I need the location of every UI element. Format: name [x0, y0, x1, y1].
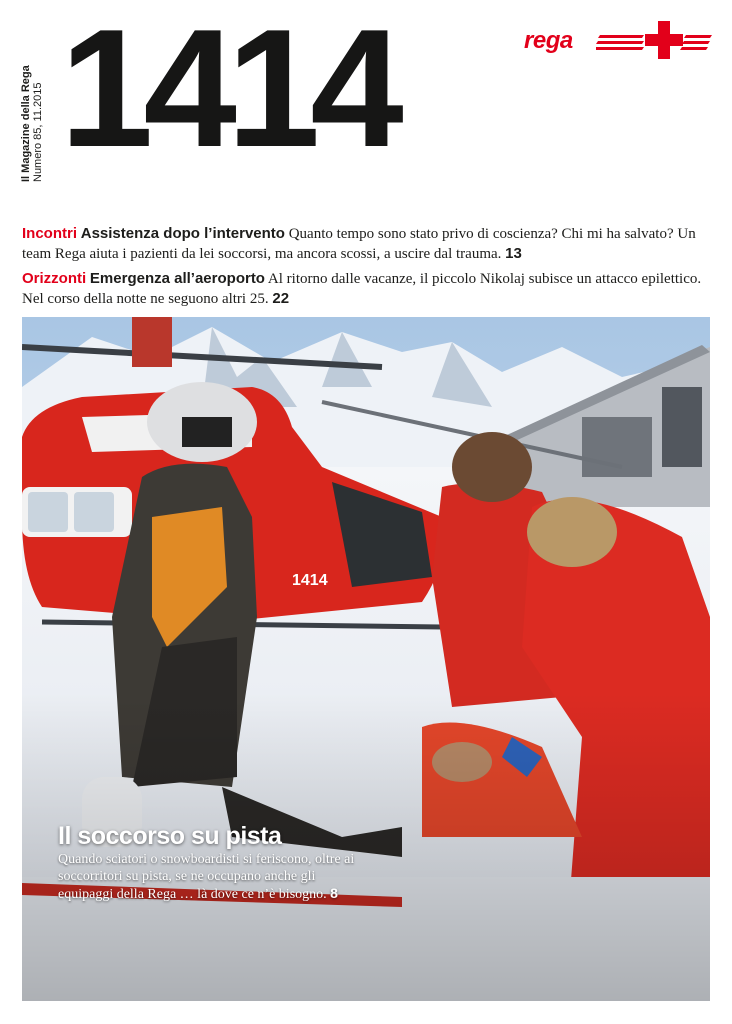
- teaser-page-number: 22: [272, 290, 290, 307]
- teaser-headline: Assistenza dopo l’intervento: [80, 225, 285, 242]
- teaser-category: Orizzonti: [22, 270, 87, 287]
- teaser-orizzonti[interactable]: [22, 269, 712, 309]
- cover-story-text: [58, 851, 368, 903]
- rega-cross-icon: [596, 20, 712, 60]
- cover-story-title: Il soccorso su pista: [58, 822, 282, 850]
- teaser-text: Al ritorno dalle vacanze, il piccolo Nikolaj subisce un attacco epilettico. Nel corso della notte ne seguono altri 25.: [22, 271, 702, 307]
- logo-wordmark: rega: [524, 27, 573, 54]
- teaser-page-number: 13: [505, 245, 522, 262]
- masthead-title: 1414: [60, 0, 394, 182]
- issue-number: Numero 85, 11.2015: [32, 82, 44, 182]
- magazine-subtitle: Il Magazine della Rega: [20, 65, 32, 182]
- rega-logo: [524, 20, 712, 60]
- magazine-side-label: [20, 22, 42, 182]
- teaser-incontri[interactable]: [22, 224, 712, 264]
- cover-story-page-number: 8: [330, 885, 338, 901]
- teaser-headline: Emergenza all’aeroporto: [89, 270, 265, 287]
- cover-story-body: Quando sciatori o snowboardisti si feriscono, oltre ai soccorritori su pista, se ne occupano anche gli equipaggi della Rega … là dove ce n’è bisogno.: [58, 852, 355, 902]
- teaser-category: Incontri: [22, 225, 77, 242]
- teaser-text: Quanto tempo sono stato privo di coscienza? Chi mi ha salvato? Un team Rega aiuta i pazienti da lei soccorsi, ma ancora scossi, a uscire dal trauma.: [22, 226, 696, 262]
